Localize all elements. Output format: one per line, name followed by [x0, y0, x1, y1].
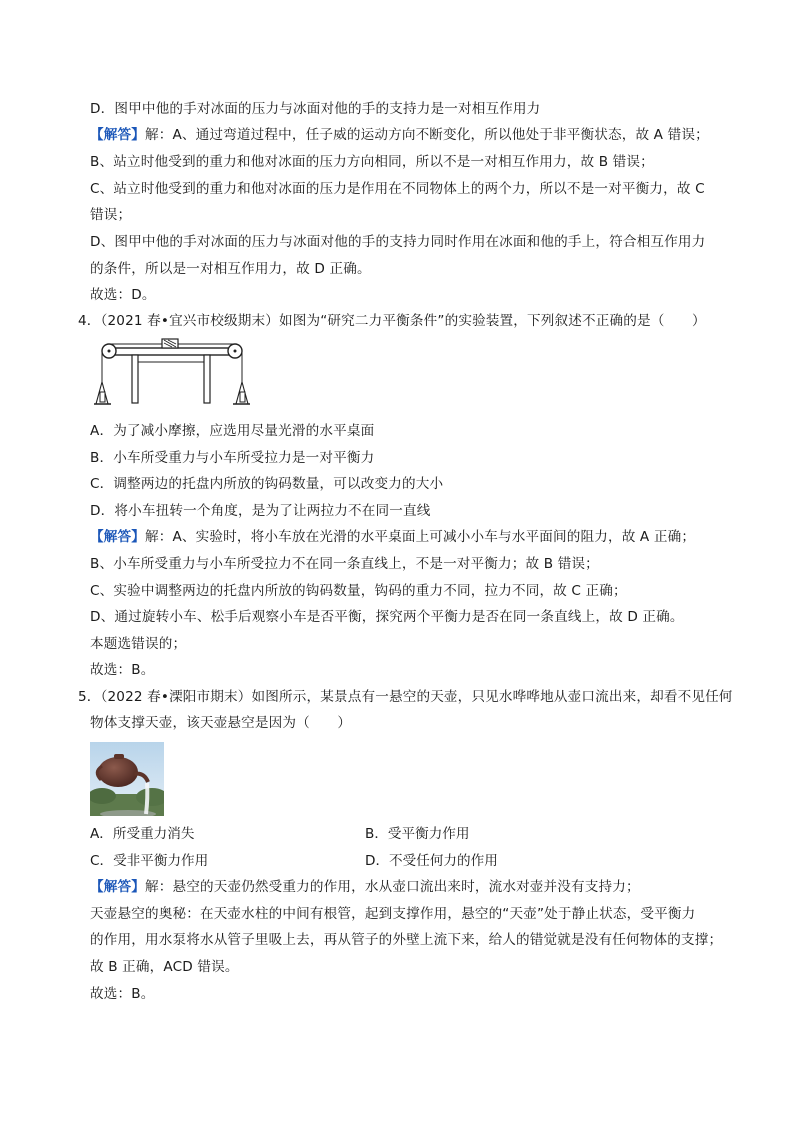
q4-answer-line-5: 本题选错误的； — [90, 636, 187, 652]
q5-option-a: A．所受重力消失 — [90, 826, 195, 842]
q5-stem-line-2: 物体支撑天壶，该天壶悬空是因为（ ） — [90, 715, 352, 731]
q4-answer-line-2: B、小车所受重力与小车所受拉力不在同一条直线上，不是一对平衡力；故 B 错误； — [90, 556, 599, 572]
q3-answer-line-5: D、图甲中他的手对冰面的压力与冰面对他的手的支持力同时作用在冰面和他的手上，符合相互作用力 — [90, 234, 706, 250]
q5-answer-line-1: 【解答】解：悬空的天壶仍然受重力的作用，水从壶口流出来时，流水对壶并没有支持力； — [90, 879, 640, 895]
floating-teapot-photo — [90, 742, 164, 816]
q3-answer-line-3: C、站立时他受到的重力和他对冰面的压力是作用在不同物体上的两个力，所以不是一对平衡力，故 C — [90, 181, 705, 197]
q5-option-d: D．不受任何力的作用 — [365, 853, 498, 869]
q3-answer-tag: 【解答】 — [90, 127, 145, 143]
q3-answer-line-6: 的条件，所以是一对相互作用力，故 D 正确。 — [90, 261, 371, 277]
q5-answer-line-2: 天壶悬空的奥秘：在天壶水柱的中间有根管，起到支撑作用，悬空的“天壶”处于静止状态，受平衡力 — [90, 906, 696, 922]
q5-choice: 故选：B。 — [90, 986, 155, 1002]
q4-answer-tag: 【解答】 — [90, 529, 145, 545]
q4-option-a: A．为了减小摩擦，应选用尽量光滑的水平桌面 — [90, 423, 375, 439]
q4-answer-line-4: D、通过旋转小车、松手后观察小车是否平衡，探究两个平衡力是否在同一条直线上，故 D 正确。 — [90, 609, 684, 625]
q4-answer-line-1: 【解答】解：A、实验时，将小车放在光滑的水平桌面上可减小小车与水平面间的阻力，故 A 正确； — [90, 529, 696, 545]
q3-answer-line-2: B、站立时他受到的重力和他对冰面的压力方向相同，所以不是一对相互作用力，故 B 错误； — [90, 154, 654, 170]
q5-option-b: B．受平衡力作用 — [365, 826, 470, 842]
q3-option-d: D．图甲中他的手对冰面的压力与冰面对他的手的支持力是一对相互作用力 — [90, 101, 541, 117]
q4-answer-line-3: C、实验中调整两边的托盘内所放的钩码数量，钩码的重力不同，拉力不同，故 C 正确； — [90, 583, 627, 599]
q5-answer-line-4: 故 B 正确，ACD 错误。 — [90, 959, 239, 975]
q3-choice: 故选：D。 — [90, 287, 156, 303]
q5-option-c: C．受非平衡力作用 — [90, 853, 209, 869]
q4-stem: 4．（2021 春•宜兴市校级期末）如图为“研究二力平衡条件”的实验装置，下列叙述不正确的是（ ） — [78, 313, 706, 329]
q5-stem-line-1: 5．（2022 春•溧阳市期末）如图所示，某景点有一悬空的天壶，只见水哗哗地从壶口流出来，却看不见任何 — [78, 689, 733, 705]
q4-option-c: C．调整两边的托盘内所放的钩码数量，可以改变力的大小 — [90, 476, 444, 492]
q4-option-b: B．小车所受重力与小车所受拉力是一对平衡力 — [90, 450, 375, 466]
q4-choice: 故选：B。 — [90, 662, 155, 678]
q5-answer-line-3: 的作用，用水泵将水从管子里吸上去，再从管子的外壁上流下来，给人的错觉就是没有任何物体的支撑； — [90, 932, 723, 948]
balance-apparatus-figure — [94, 338, 250, 410]
q5-answer-tag: 【解答】 — [90, 879, 145, 895]
q3-answer-line-4: 错误； — [90, 207, 132, 223]
q4-option-d: D．将小车扭转一个角度，是为了让两拉力不在同一直线 — [90, 503, 431, 519]
q3-answer-line-1: 【解答】解：A、通过弯道过程中，任子威的运动方向不断变化，所以他处于非平衡状态，故 A 错误； — [90, 127, 709, 143]
